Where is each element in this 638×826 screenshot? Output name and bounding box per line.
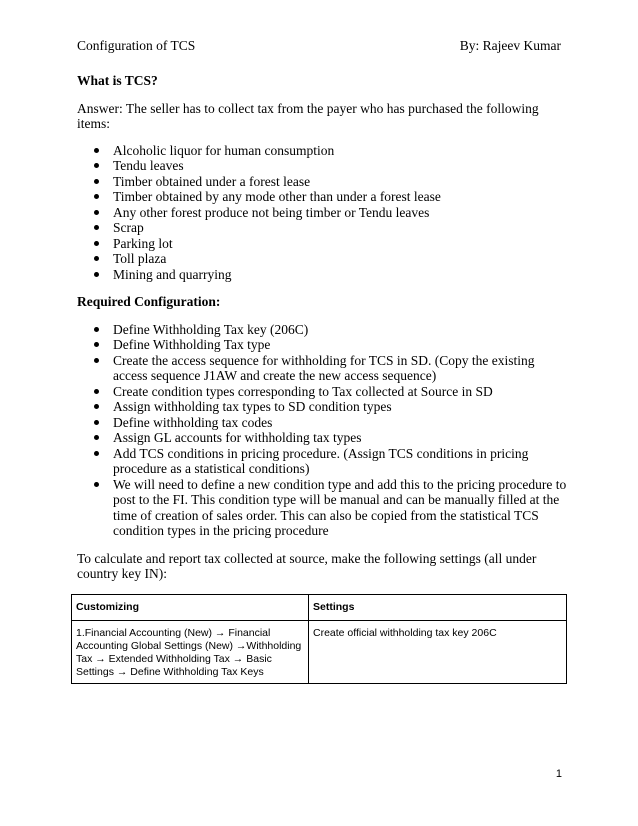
list-item: Parking lot — [77, 236, 567, 252]
header-author: By: Rajeev Kumar — [459, 38, 561, 53]
list-item: Define withholding tax codes — [77, 415, 567, 431]
table-cell-customizing-path: 1.Financial Accounting (New) → Financial Accounting Global Settings (New) →Withholding Tax → Extended Withholding Tax → Basic Settings → Define Withholding Tax Keys — [72, 621, 309, 684]
section-heading-what-is-tcs: What is TCS? — [77, 73, 158, 88]
list-item: Alcoholic liquor for human consumption — [77, 143, 567, 159]
answer-text: Answer: The seller has to collect tax from the payer who has purchased the following items: — [77, 100, 539, 131]
list-item: Define Withholding Tax type — [77, 337, 567, 353]
configuration-list — [77, 322, 567, 539]
page-number: 1 — [555, 768, 562, 780]
intro-text: To calculate and report tax collected at source, make the following settings (all under country key IN): — [77, 550, 537, 581]
configuration-table — [71, 594, 567, 684]
list-item: Toll plaza — [77, 251, 567, 267]
list-item: Add TCS conditions in pricing procedure. (Assign TCS conditions in pricing procedure as a statistical conditions) — [77, 446, 567, 477]
list-item: Create condition types corresponding to Tax collected at Source in SD — [77, 384, 567, 400]
document-body — [77, 73, 567, 582]
items-list — [77, 143, 567, 283]
page-header — [77, 38, 561, 56]
table-row — [72, 621, 567, 684]
list-item: Timber obtained by any mode other than under a forest lease — [77, 189, 567, 205]
header-title: Configuration of TCS — [77, 38, 196, 53]
column-header-customizing: Customizing — [72, 595, 309, 621]
list-item: Timber obtained under a forest lease — [77, 174, 567, 190]
table-header-row — [72, 595, 567, 621]
table-cell-settings: Create official withholding tax key 206C — [309, 621, 567, 684]
list-item: We will need to define a new condition type and add this to the pricing procedure to post to the FI. This condition type will be manual and can be manually filled at the time of creation of sales order. This can also be copied from the statistical TCS condition types in the pricing procedure — [77, 477, 567, 539]
section-heading-required-configuration: Required Configuration: — [77, 294, 221, 309]
list-item: Assign withholding tax types to SD condition types — [77, 399, 567, 415]
list-item: Assign GL accounts for withholding tax types — [77, 430, 567, 446]
column-header-settings: Settings — [309, 595, 567, 621]
list-item: Any other forest produce not being timber or Tendu leaves — [77, 205, 567, 221]
list-item: Mining and quarrying — [77, 267, 567, 283]
list-item: Tendu leaves — [77, 158, 567, 174]
list-item: Define Withholding Tax key (206C) — [77, 322, 567, 338]
list-item: Scrap — [77, 220, 567, 236]
list-item: Create the access sequence for withholding for TCS in SD. (Copy the existing access sequence J1AW and create the new access sequence) — [77, 353, 567, 384]
